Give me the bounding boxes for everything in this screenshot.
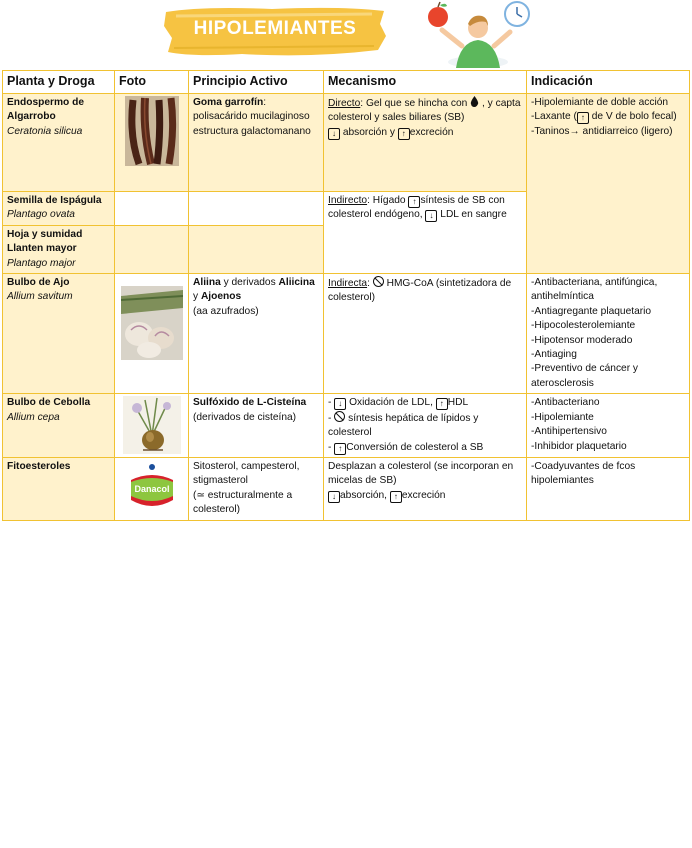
plant-cell: [3, 394, 115, 458]
plant-species: Plantago ovata: [7, 209, 75, 221]
indication-text: de V de bolo fecal): [591, 111, 677, 123]
principle-text: Sitosterol, campesterol, stigmasterol: [193, 460, 300, 487]
table-row: [3, 457, 690, 520]
plant-name: Bulbo de Cebolla: [7, 397, 91, 409]
arrow-up-icon: ↑: [577, 112, 589, 124]
principle-cell: [189, 394, 324, 458]
principle-name: Aliicina: [278, 277, 315, 289]
mechanism-item: [328, 411, 522, 441]
mechanism-text: : Gel que se hincha con: [360, 98, 468, 109]
indication-item: -Hipotensor moderado: [531, 334, 633, 346]
plant-species: Plantago major: [7, 257, 76, 269]
indication-item: -Antibacteriano: [531, 397, 600, 409]
indication-item: -Inhibidor plaquetario: [531, 440, 627, 452]
indication-item: -Hipolemiante: [531, 411, 594, 423]
inhibit-icon: [334, 411, 345, 422]
column-header: Indicación: [527, 71, 690, 94]
indication-text: -Laxante (: [531, 111, 577, 123]
mechanism-cell: Indirecta: HMG-CoA (sintetizadora de colesterol): [324, 274, 527, 394]
mechanism-item: [328, 441, 522, 455]
plant-name: Bulbo de Ajo: [7, 277, 70, 289]
apple-icon: [428, 2, 448, 27]
plant-cell: [3, 274, 115, 394]
indication-item: -Preventivo de cáncer y aterosclerosis: [531, 363, 639, 389]
plant-name: Semilla de Ispágula: [7, 195, 102, 206]
mechanism-text: HMG-CoA (sintetizadora de colesterol): [328, 278, 512, 304]
photo-cell: [115, 274, 189, 394]
inhibit-icon: [373, 276, 384, 287]
photo-cell: [115, 225, 189, 273]
mechanism-text: -: [328, 441, 332, 453]
mechanism-item: [328, 489, 522, 503]
indication-cell: [527, 94, 690, 274]
garlic-photo: [121, 286, 183, 360]
arrow-up-icon: ↑: [334, 443, 346, 455]
plant-name: Endospermo de Algarrobo: [7, 97, 84, 123]
principle-cell: [189, 457, 324, 520]
mechanism-indirect-label: Indirecto: [328, 195, 368, 206]
column-header: Principio Activo: [189, 71, 324, 94]
principle-cell: [189, 274, 324, 394]
mechanism-text: síntesis hepática de lípidos y colesterol: [328, 412, 479, 439]
brand-text: Danacol: [133, 483, 170, 494]
plant-name: Fitoesteroles: [7, 460, 71, 472]
arrow-up-icon: ↑: [436, 398, 448, 410]
water-drop-icon: [470, 98, 482, 109]
page-title: HIPOLEMIANTES: [193, 18, 357, 39]
title-banner: [162, 4, 388, 60]
indication-cell: [527, 394, 690, 458]
mechanism-text: HDL: [447, 397, 469, 409]
mechanism-text: LDL en sangre: [440, 209, 507, 221]
principle-cell: [189, 225, 324, 273]
mechanism-cell: [324, 394, 527, 458]
plant-cell: [3, 225, 115, 273]
principle-desc: : polisacárido mucilaginoso estructura galactomanano: [193, 97, 311, 137]
principle-text: (aa azufrados): [193, 305, 259, 317]
indication-item: [531, 110, 685, 124]
clock-icon: [505, 2, 529, 26]
plant-cell: [3, 457, 115, 520]
mechanism-direct-label: Directo: [328, 98, 361, 109]
mechanism-indirect-label: Indirecta: [328, 278, 368, 290]
arrow-up-icon: ↑: [408, 196, 420, 208]
principle-name: Aliina: [193, 277, 221, 289]
indication-cell: [527, 457, 690, 520]
arrow-down-icon: ↓: [334, 398, 346, 410]
mechanism-text: Desplazan a colesterol (se incorporan en micelas de SB): [328, 460, 514, 487]
indication-cell: [527, 274, 690, 394]
indication-item: -Hipocolesterolemiante: [531, 320, 636, 332]
plant-species: Allium savitum: [7, 291, 73, 303]
mechanism-text: absorción,: [340, 489, 388, 501]
table-header-row: [3, 71, 690, 94]
indication-item: -Taninos→ antidiarreico (ligero): [531, 125, 673, 137]
indication-item: -Hipolemiante de doble acción: [531, 97, 669, 108]
arrow-up-icon: ↑: [398, 128, 410, 140]
mechanism-cell: [324, 94, 527, 192]
photo-cell: [115, 394, 189, 458]
plant-name: Hoja y sumidad Llanten mayor: [7, 228, 83, 255]
indication-item: -Antiaging: [531, 349, 577, 361]
principle-cell: [189, 94, 324, 192]
arrow-up-icon: ↑: [390, 491, 402, 503]
arrow-down-icon: ↓: [328, 491, 340, 503]
indication-item: -Antiagregante plaquetario: [531, 305, 652, 317]
mechanism-item: [328, 396, 522, 410]
mechanism-text: absorción y: [342, 126, 395, 138]
photo-cell: [115, 192, 189, 226]
mechanism-text: -: [328, 397, 332, 409]
plant-species: Allium cepa: [7, 411, 60, 423]
indication-item: -Antihipertensivo: [531, 426, 607, 438]
column-header: Mecanismo: [324, 71, 527, 94]
principle-text: (derivados de cisteína): [193, 411, 297, 423]
table-row: [3, 394, 690, 458]
column-header: Foto: [115, 71, 189, 94]
onion-illustration: [123, 396, 181, 454]
carob-pods-photo: [125, 96, 179, 166]
indication-item: -Antibacteriana, antifúngica, antihelmíntica: [531, 277, 658, 303]
principle-name: Sulfóxido de L-Cisteína: [193, 397, 307, 409]
mechanism-cell: [324, 457, 527, 520]
plant-cell: [3, 94, 115, 192]
mechanism-text: -: [328, 412, 332, 424]
principle-cell: [189, 192, 324, 226]
principle-text: y derivados: [220, 277, 279, 289]
principle-text: (≃ estructuralmente a colesterol): [193, 489, 293, 516]
hipolemiantes-table: [2, 70, 690, 521]
mechanism-text: , y capta colesterol y sales biliares (SB): [328, 98, 521, 124]
mechanism-cell: [324, 192, 527, 274]
person-illustration: [420, 0, 532, 68]
principle-name: Ajoenos: [200, 291, 242, 303]
principle-text: y: [193, 291, 199, 303]
mechanism-text: síntesis de SB con colesterol endógeno,: [328, 195, 505, 221]
arrow-down-icon: ↓: [328, 128, 340, 140]
arrow-down-icon: ↓: [425, 210, 437, 222]
photo-cell: [115, 94, 189, 192]
column-header: Planta y Droga: [3, 71, 115, 94]
indication-item: -Coadyuvantes de fcos hipolemiantes: [531, 460, 636, 487]
mechanism-text: : Hígado: [367, 195, 406, 206]
danacol-logo: [125, 460, 179, 516]
plant-species: Ceratonia silicua: [7, 125, 83, 137]
table-row: [3, 94, 690, 192]
photo-cell: [115, 457, 189, 520]
principle-name: Goma garrofín: [193, 97, 264, 108]
table-row: [3, 274, 690, 394]
mechanism-text: excreción: [409, 126, 454, 138]
mechanism-text: excreción: [401, 489, 446, 501]
plant-cell: [3, 192, 115, 226]
mechanism-text: Oxidación de LDL,: [349, 397, 433, 409]
mechanism-text: Conversión de colesterol a SB: [346, 441, 484, 453]
